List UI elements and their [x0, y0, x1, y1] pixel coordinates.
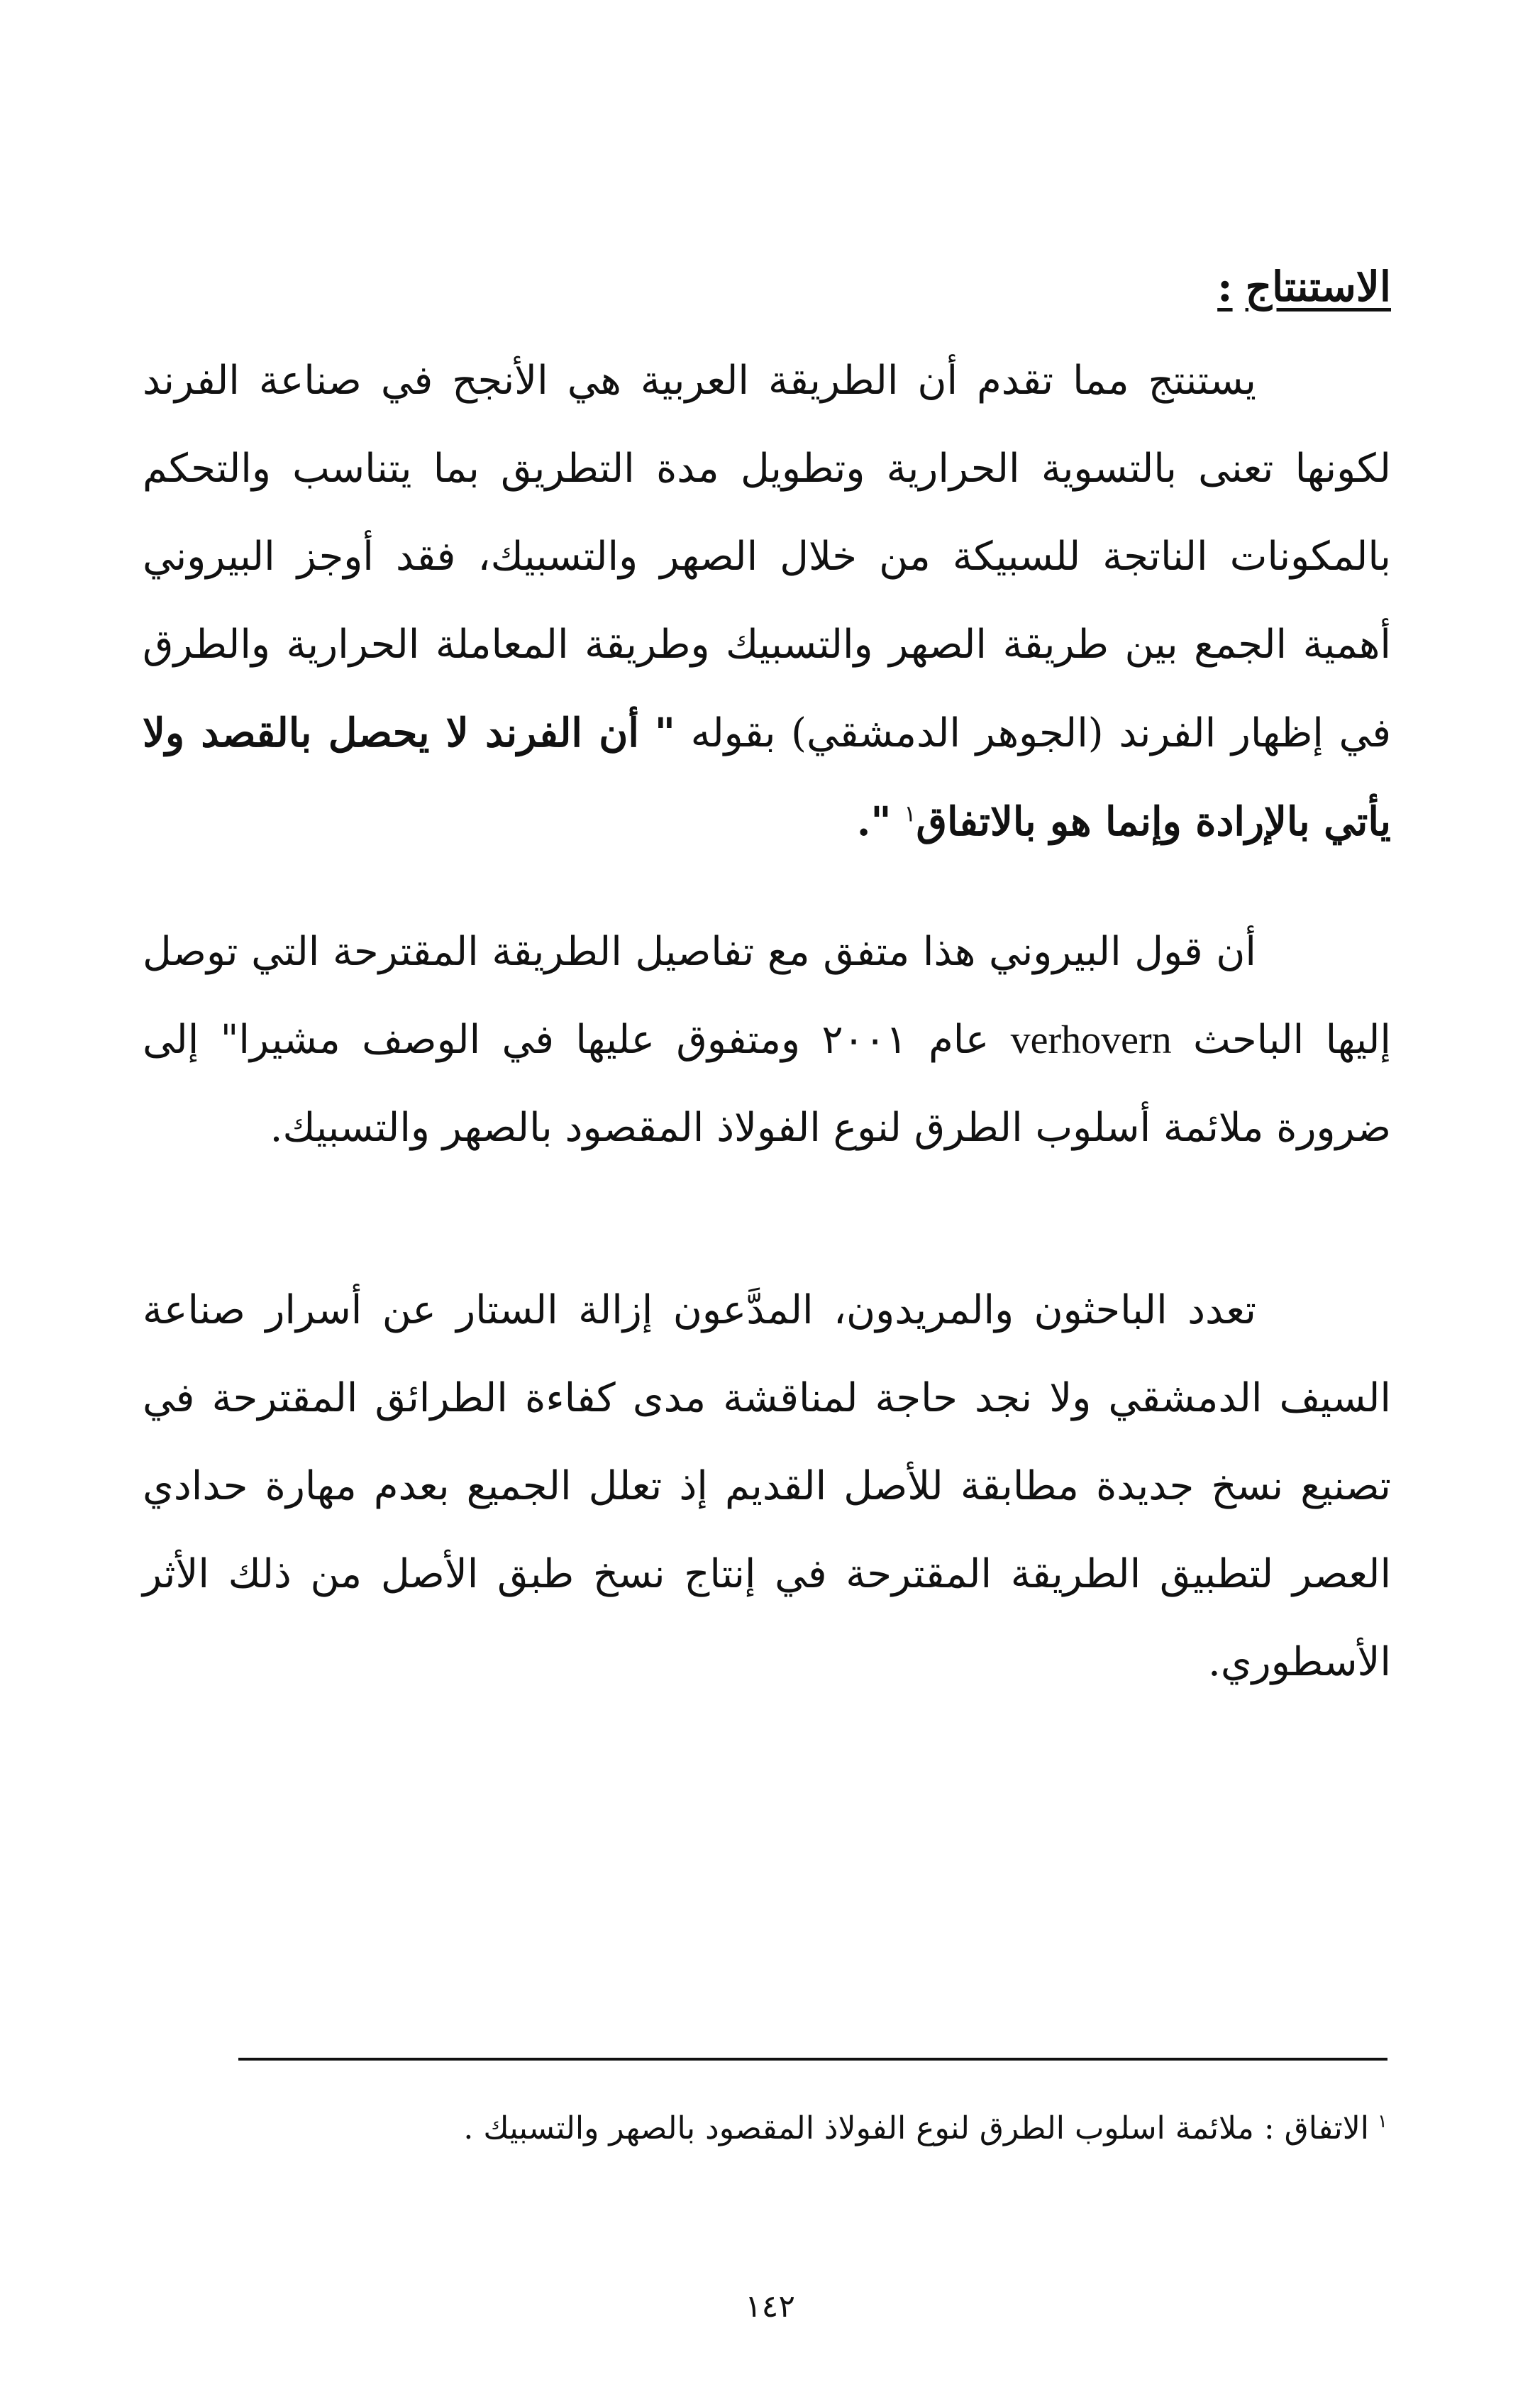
footnote	[182, 2100, 1387, 2157]
biruni-quote: أن الفرند لا يحصل بالقصد ولا يأتي بالإرادة وإنما هو بالاتفاق	[143, 710, 1391, 845]
quote-open-mark: "	[654, 710, 675, 756]
paragraph-conclusion	[143, 337, 1391, 866]
heading-title: الاستنتاج	[1245, 263, 1391, 311]
footnote-text: الاتفاق : ملائمة اسلوب الطرق لنوع الفولاذ المقصود بالصهر والتسبيك .	[463, 2110, 1370, 2146]
footnote-reference[interactable]: ١	[904, 800, 916, 827]
quote-close-mark: ".	[856, 798, 892, 845]
page-number: ١٤٢	[745, 2288, 795, 2325]
paragraph-text: تعدد الباحثون والمريدون، المدَّعون إزالة الستار عن أسرار صناعة السيف الدمشقي ولا نجد حاجة لمناقشة مدى كفاءة الطرائق المقترحة في تصنيع نسخ جديدة مطابقة للأصل القديم إذ تعلل الجميع بعدم مهارة حدادي العصر لتطبيق الطريقة المقترحة في إنتاج نسخ طبق الأصل من ذلك الأثر الأسطوري.	[143, 1287, 1392, 1685]
paragraph-text: يستنتج مما تقدم أن الطريقة العربية هي الأنجح في صناعة الفرند لكونها تعنى بالتسوية الحرارية وتطويل مدة التطريق بما يتناسب والتحكم بالمكونات الناتجة للسبيكة من خلال الصهر والتسبيك، فقد أوجز البيروني أهمية الجمع بين طريقة الصهر والتسبيك وطريقة المعاملة الحرارية والطرق في إظهار الفرند (الجوهر الدمشقي) بقوله	[143, 358, 1391, 756]
footnote-separator	[238, 2058, 1387, 2061]
section-heading	[1217, 263, 1391, 311]
paragraph-text-part2: عام ٢٠٠١ ومتفوق عليها في الوصف مشيرا" إلى ضرورة ملائمة أسلوب الطرق لنوع الفولاذ المقصود بالصهر والتسبيك.	[143, 1017, 1391, 1151]
footnote-marker: ١	[1378, 2111, 1387, 2133]
heading-colon: :	[1217, 263, 1233, 311]
paragraph-comparison	[143, 908, 1391, 1172]
paragraph-researchers	[143, 1267, 1391, 1706]
researcher-name: verhovern	[1010, 1018, 1172, 1062]
paragraph-text-part1: أن قول البيروني هذا متفق مع تفاصيل الطريقة المقترحة التي توصل إليها الباحث	[143, 929, 1391, 1063]
